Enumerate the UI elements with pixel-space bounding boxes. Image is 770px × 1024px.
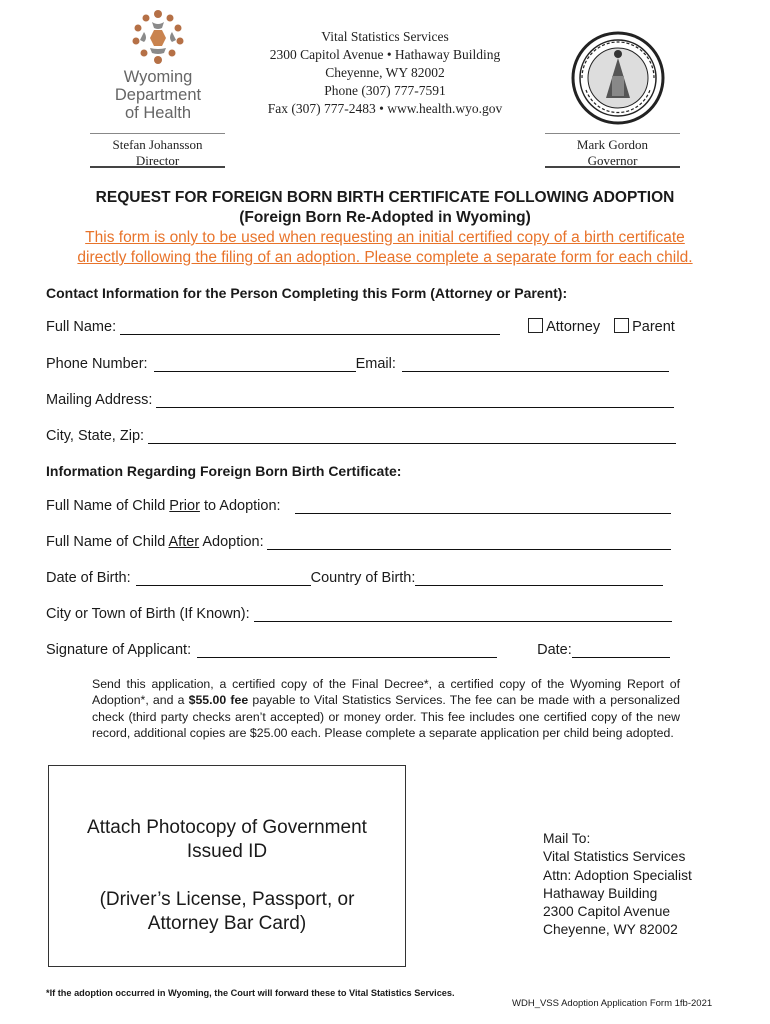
date-label: Date: — [537, 642, 572, 658]
footnote: *If the adoption occurred in Wyoming, the Court will forward these to Vital Statistics Services. — [46, 988, 455, 998]
contact-section-heading: Contact Information for the Person Completing this Form (Attorney or Parent): — [46, 285, 568, 301]
director-rule — [90, 133, 225, 134]
country-of-birth-label: Country of Birth: — [310, 570, 416, 586]
town-of-birth-label: City or Town of Birth (If Known): — [46, 606, 250, 622]
director-title: Director — [135, 153, 180, 168]
city-state-zip-label: City, State, Zip: — [46, 428, 145, 444]
signature-row — [46, 641, 670, 658]
child-name-after-field[interactable] — [267, 533, 671, 550]
governor-block — [545, 137, 680, 169]
signature-label: Signature of Applicant: — [46, 642, 192, 658]
logo-wordmark: Wyoming Department of Health — [114, 68, 202, 122]
date-field[interactable] — [572, 641, 670, 658]
city-state-zip-row — [46, 427, 676, 444]
mailing-address-label: Mailing Address: — [46, 392, 153, 408]
date-of-birth-label: Date of Birth: — [46, 570, 131, 586]
signature-field[interactable] — [197, 641, 497, 658]
town-of-birth-row — [46, 605, 672, 622]
country-of-birth-field[interactable] — [415, 569, 663, 586]
phone-label: Phone Number: — [46, 356, 148, 372]
director-block — [90, 137, 225, 169]
director-name: Stefan Johansson — [112, 137, 203, 152]
governor-name: Mark Gordon — [576, 137, 649, 152]
form-code: WDH_VSS Adoption Application Form 1fb-2021 — [512, 998, 713, 1009]
director-bar — [90, 166, 225, 168]
form-title: REQUEST FOR FOREIGN BORN BIRTH CERTIFICATE FOLLOWING ADOPTION — [95, 189, 675, 206]
email-field[interactable] — [402, 355, 669, 372]
attorney-checkbox[interactable] — [528, 318, 543, 333]
phone-email-row — [46, 355, 669, 372]
phone-field[interactable] — [154, 355, 356, 372]
governor-bar — [545, 166, 680, 168]
full-name-field[interactable] — [120, 318, 500, 335]
city-state-zip-field[interactable] — [148, 427, 676, 444]
agency-address: Vital Statistics Services 2300 Capitol Avenue • Hathaway Building Cheyenne, WY 82002 Phone (307) 777-7591 Fax (307) 777-2483 • www.health.wyo.gov — [267, 29, 503, 116]
fee-amount: $55.00 fee — [188, 693, 249, 708]
child-name-after-label: Full Name of Child After Adoption: — [46, 534, 264, 550]
id-attachment-box: Attach Photocopy of Government Issued ID (Driver’s License, Passport, or Attorney Bar Card) — [48, 765, 406, 967]
child-name-after-row — [46, 533, 671, 550]
wdh-logo-icon — [118, 8, 198, 68]
attorney-option[interactable]: Attorney — [528, 318, 600, 335]
form-note-line1: This form is only to be used when requesting an initial certified copy of a birth certificate — [85, 229, 685, 246]
governor-rule — [545, 133, 680, 134]
mail-to-address: Mail To: Vital Statistics Services Attn: Adoption Specialist Hathaway Building 2300 Capitol Avenue Cheyenne, WY 82002 — [543, 831, 692, 938]
child-name-prior-label: Full Name of Child Prior to Adoption: — [46, 498, 281, 514]
town-of-birth-field[interactable] — [254, 605, 672, 622]
form-note-line2: directly following the filing of an adoption. Please complete a separate form for each child. — [77, 249, 693, 266]
instructions-paragraph: Send this application, a certified copy of the Final Decree*, a certified copy of the Wyoming Report of Adoption*, and a $55.00 fee payable to Vital Statistics Services. The fee can be made with a personalized check (third party checks aren’t accepted) or money order. This fee includes one certified copy of the new record, additional copies are $25.00 each. Please complete a separate application per child being adopted. — [92, 677, 680, 740]
governor-title: Governor — [587, 153, 638, 168]
email-label: Email: — [355, 356, 396, 372]
form-subtitle: (Foreign Born Re-Adopted in Wyoming) — [239, 209, 531, 226]
birth-details-row — [46, 569, 663, 586]
mailing-address-row — [46, 391, 674, 408]
child-name-prior-field[interactable] — [295, 497, 671, 514]
parent-option[interactable]: Parent — [614, 318, 675, 335]
full-name-label: Full Name: — [46, 319, 117, 335]
mailing-address-field[interactable] — [156, 391, 674, 408]
parent-checkbox[interactable] — [614, 318, 629, 333]
date-of-birth-field[interactable] — [136, 569, 311, 586]
child-name-prior-row — [46, 497, 671, 514]
full-name-row — [46, 318, 686, 335]
certificate-section-heading: Information Regarding Foreign Born Birth Certificate: — [46, 463, 402, 479]
state-seal-icon — [568, 28, 668, 128]
